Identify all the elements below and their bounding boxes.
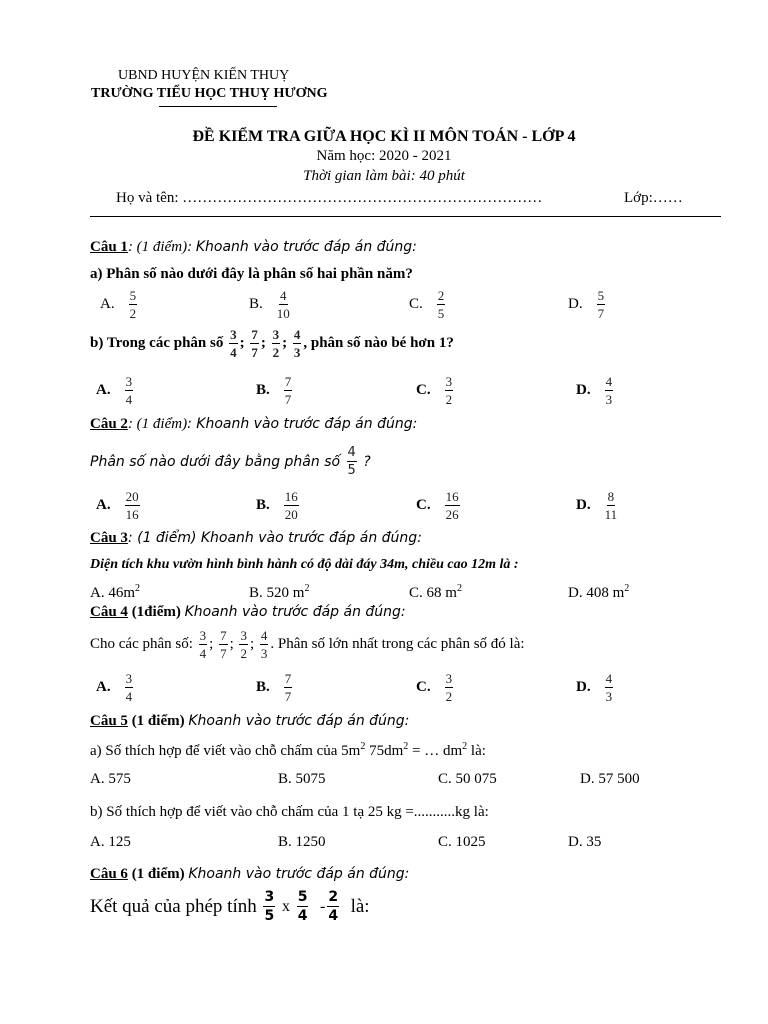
q1a-option-a[interactable]: A. $\frac{5}{2}$ <box>100 288 137 321</box>
q5a-option-c[interactable]: C. 50 075 <box>438 771 497 787</box>
q6-frac-1: $\frac{3}{5}$ <box>264 889 275 924</box>
q1b-text: b) Trong các phân số $\frac{3}{4}$ ; $\frac{7}{7}$ ; $\frac{3}{2}$ ; $\frac{4}{3}$ , phân số nào bé hơn 1? <box>90 327 454 360</box>
exam-title: ĐỀ KIỂM TRA GIỮA HỌC KÌ II MÔN TOÁN - LỚP 4 <box>192 128 576 145</box>
q6-heading <box>90 866 409 883</box>
class-field[interactable]: Lớp:…… <box>624 190 683 206</box>
q5-number: Câu 5 <box>90 713 128 729</box>
q6-points: (1 điểm) <box>127 866 189 882</box>
exam-time: Thời gian làm bài: 40 phút <box>303 168 465 184</box>
q4-option-a[interactable]: A. $\frac{3}{4}$ <box>96 671 133 704</box>
q1-instruction: Khoanh vào trước đáp án đúng: <box>195 239 417 255</box>
q2-frac: $\frac{4}{5}$ <box>347 445 356 478</box>
q2-option-c[interactable]: C. $\frac{16}{26}$ <box>416 489 459 522</box>
q5b-option-b[interactable]: B. 1250 <box>278 834 326 850</box>
school-underline <box>159 106 277 107</box>
q5b-text: b) Số thích hợp để viết vào chỗ chấm của 1 tạ 25 kg =...........kg là: <box>90 804 489 820</box>
q2-text: Phân số nào dưới đây bằng phân số $\frac{4}{5}$ ? <box>90 445 371 478</box>
q1b-frac-2: $\frac{7}{7}$ <box>251 327 258 360</box>
q1a-option-d[interactable]: D. $\frac{5}{7}$ <box>568 288 605 321</box>
q1a-option-b[interactable]: B. $\frac{4}{10}$ <box>249 288 290 321</box>
q1b-frac-4: $\frac{4}{3}$ <box>293 327 301 360</box>
q5b-option-c[interactable]: C. 1025 <box>438 834 486 850</box>
q4-option-c[interactable]: C. $\frac{3}{2}$ <box>416 671 453 704</box>
q2-instruction: : Khoanh vào trước đáp án đúng: <box>187 416 418 432</box>
q3-option-c[interactable]: C. 68 $m^2$ <box>409 583 462 601</box>
q4-points: (1điểm) <box>127 604 185 620</box>
q5-instruction: Khoanh vào trước đáp án đúng: <box>188 713 410 729</box>
q2-option-d[interactable]: D. $\frac{8}{11}$ <box>576 489 618 522</box>
q5a-option-d[interactable]: D. 57 500 <box>580 771 640 787</box>
q6-number: Câu 6 <box>90 866 128 882</box>
q1-heading <box>90 239 417 256</box>
q6-frac-3: $\frac{2}{4}$ <box>328 889 339 924</box>
q6-expression: Kết quả của phép tính $\frac{3}{5}$ x $\frac{5}{4}$ - $\frac{2}{4}$ là: <box>90 889 370 924</box>
q2-option-a[interactable]: A. $\frac{20}{16}$ <box>96 489 139 522</box>
q1b-option-b[interactable]: B. $\frac{7}{7}$ <box>256 374 292 407</box>
q1b-frac-1: $\frac{3}{4}$ <box>230 327 237 360</box>
q1a-text: a) Phân số nào dưới đây là phân số hai phần năm? <box>90 266 413 282</box>
q5-heading <box>90 713 409 730</box>
q4-frac-4: $\frac{4}{3}$ <box>260 628 268 661</box>
q3-heading <box>90 530 422 547</box>
q1b-option-a[interactable]: A. $\frac{3}{4}$ <box>96 374 133 407</box>
q1a-option-c[interactable]: C. $\frac{2}{5}$ <box>409 288 445 321</box>
header-divider <box>90 216 721 217</box>
q5-points: (1 điểm) <box>127 713 189 729</box>
q3-text: Diện tích khu vườn hình bình hành có độ dài đáy 34m, chiều cao 12m là : <box>90 557 519 572</box>
q4-frac-1: $\frac{3}{4}$ <box>199 628 207 661</box>
q4-option-b[interactable]: B. $\frac{7}{7}$ <box>256 671 292 704</box>
q4-number: Câu 4 <box>90 604 128 620</box>
q5a-option-b[interactable]: B. 5075 <box>278 771 326 787</box>
q2-number: Câu 2 <box>90 416 128 432</box>
q4-frac-2: $\frac{7}{7}$ <box>220 628 227 661</box>
q4-frac-3: $\frac{3}{2}$ <box>240 628 247 661</box>
q1b-frac-3: $\frac{3}{2}$ <box>272 327 280 360</box>
school-name: TRƯỜNG TIỂU HỌC THUỴ HƯƠNG <box>91 86 328 101</box>
q5a-option-a[interactable]: A. 575 <box>90 771 131 787</box>
q5b-option-d[interactable]: D. 35 <box>568 834 602 850</box>
q2-points: : (1 điểm) <box>127 416 188 432</box>
q1b-option-d[interactable]: D. $\frac{4}{3}$ <box>576 374 613 407</box>
q3-number: Câu 3 <box>90 530 128 546</box>
school-year: Năm học: 2020 - 2021 <box>316 148 452 164</box>
q2-option-b[interactable]: B. $\frac{16}{20}$ <box>256 489 298 522</box>
q3-option-a[interactable]: A. $46m^2$ <box>90 583 140 601</box>
q3-instruction: : (1 điểm) Khoanh vào trước đáp án đúng: <box>127 530 422 546</box>
q2-heading <box>90 416 417 433</box>
q1b-option-c[interactable]: C. $\frac{3}{2}$ <box>416 374 453 407</box>
q5a-text: a) Số thích hợp để viết vào chỗ chấm của $5m^2$ $75dm^2$ = … $dm^2$ là: <box>90 741 486 759</box>
q1-number: Câu 1 <box>90 239 128 255</box>
q6-frac-2: $\frac{5}{4}$ <box>297 889 308 924</box>
q4-heading <box>90 604 406 621</box>
district-name: UBND HUYỆN KIẾN THUỴ <box>118 68 290 83</box>
student-name-field[interactable]: Họ và tên: ……………………………………………………………… <box>116 190 543 206</box>
q6-instruction: Khoanh vào trước đáp án đúng: <box>188 866 410 882</box>
q4-text: Cho các phân số: $\frac{3}{4}$ ; $\frac{7}{7}$ ; $\frac{3}{2}$ ; $\frac{4}{3}$ . Phân số lớn nhất trong các phân số đó là: <box>90 628 525 661</box>
q4-instruction: Khoanh vào trước đáp án đúng: <box>184 604 406 620</box>
q4-option-d[interactable]: D. $\frac{4}{3}$ <box>576 671 613 704</box>
q5b-option-a[interactable]: A. 125 <box>90 834 131 850</box>
q3-option-b[interactable]: B. 520 $m^2$ <box>249 583 310 601</box>
q1-points: : (1 điểm): <box>127 239 196 255</box>
q3-option-d[interactable]: D. 408 $m^2$ <box>568 583 630 601</box>
